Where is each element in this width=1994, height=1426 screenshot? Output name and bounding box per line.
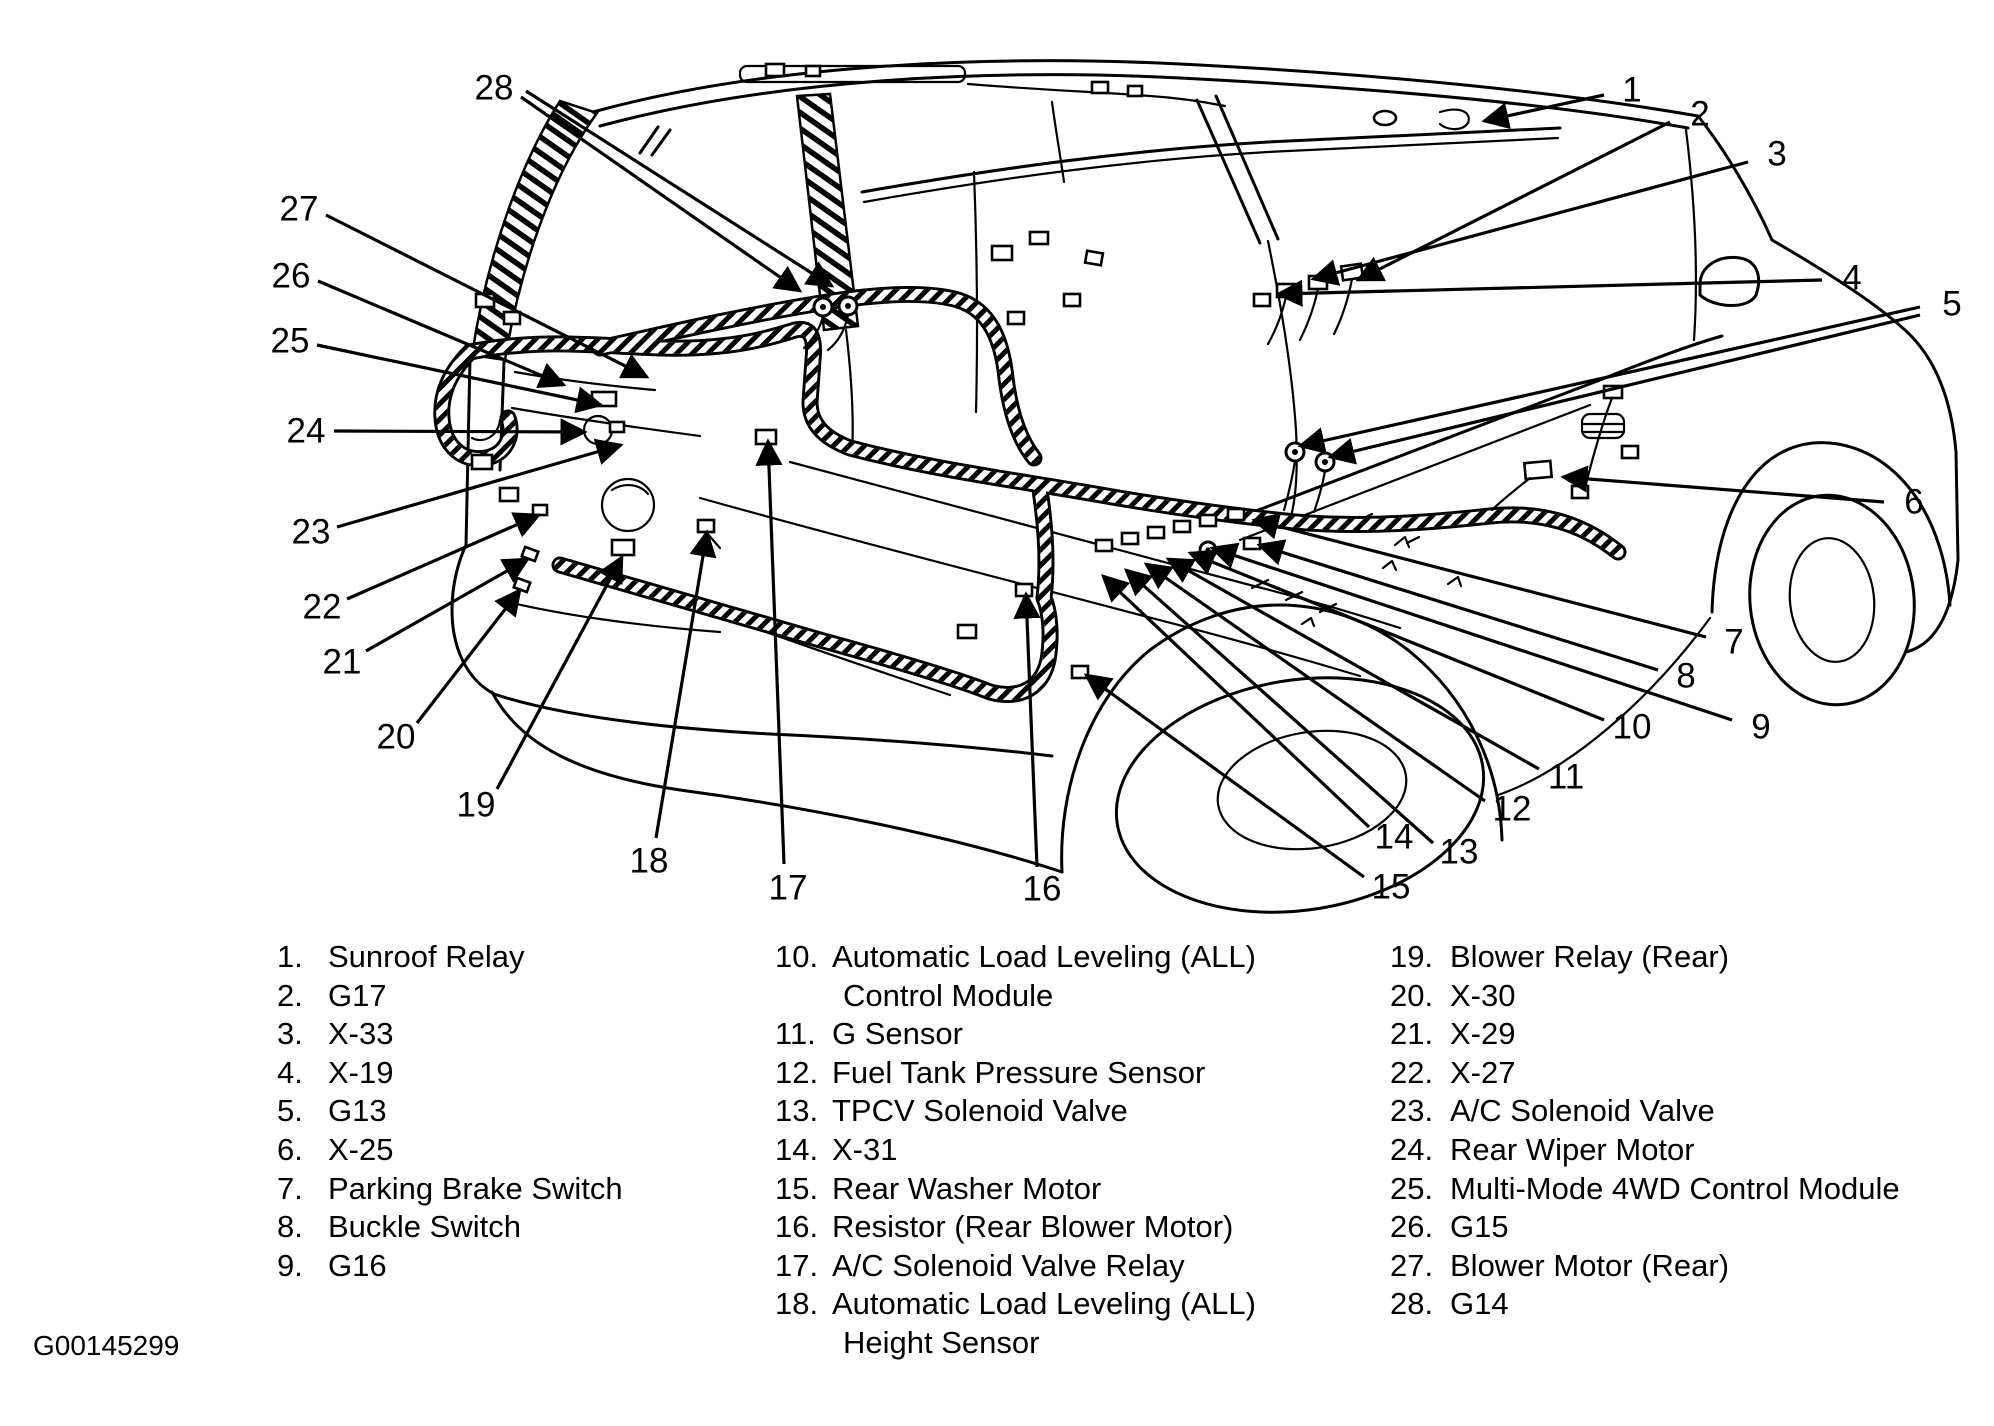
leader-3 [1313,162,1748,279]
legend-item-num: 15. [775,1170,819,1206]
tailgate-connector [504,312,520,324]
legend-item-label: Fuel Tank Pressure Sensor [832,1054,1206,1090]
legend-item-num: 23. [1390,1093,1434,1129]
legend-item-num: 24. [1390,1131,1434,1167]
leader-28b [526,91,832,286]
legend-column-3 [1390,938,1900,1324]
legend-item [1390,977,1900,1016]
legend-item-num: 1. [277,939,303,974]
leader-13 [1126,570,1433,843]
legend-item-num: 13. [775,1093,819,1129]
side-wire [1585,398,1612,488]
leader-9 [1212,548,1732,720]
legend-item-label: Sunroof Relay [328,939,525,974]
callout-8: 8 [1676,656,1696,696]
callout-4: 4 [1842,258,1862,298]
leader-21 [366,559,528,651]
legend-item [1390,1092,1900,1131]
callout-13: 13 [1439,832,1479,872]
leader-11 [1168,559,1539,769]
floor-clips [1302,537,1461,626]
a-pillar [1698,116,1772,240]
legend-item [775,1247,1256,1286]
legend-item-num: 2. [277,977,303,1013]
rear-window-marks [640,127,670,155]
callout-12: 12 [1492,789,1532,829]
legend-item-label: Resistor (Rear Blower Motor) [832,1209,1234,1245]
legend-item [1390,1285,1900,1324]
legend-item-num: 25. [1390,1170,1434,1206]
quarter-window-divider [1052,102,1064,182]
legend-item [775,938,1256,977]
legend-item-label: Blower Motor (Rear) [1450,1247,1730,1283]
x3x-connector [533,505,547,515]
legend-item-label: G13 [328,1093,387,1129]
legend-item [277,1208,623,1247]
legend-item-label: Buckle Switch [328,1209,521,1245]
callout-25: 25 [270,321,310,361]
legend-item [1390,1131,1900,1170]
callout-11: 11 [1547,757,1585,797]
roof-connector [1128,86,1142,96]
callout-14: 14 [1374,817,1414,857]
legend-item-num: 26. [1390,1209,1434,1245]
legend-item-label: X-25 [328,1131,394,1167]
legend-item-num: 17. [775,1247,819,1283]
roof-connector [806,66,820,76]
legend-item-num: 18. [775,1286,819,1322]
legend-item [277,938,623,977]
sunroof-relay-bracket [1440,110,1469,130]
legend-item-num: 9. [277,1247,303,1283]
legend-item [277,977,623,1016]
legend-item-num: 22. [1390,1054,1434,1090]
legend-item [277,1131,623,1170]
callout-17: 17 [768,868,808,908]
legend-item-num: 8. [277,1209,303,1245]
roof-connector [1092,82,1108,93]
x3x-connector [514,578,531,592]
leader-22 [347,515,539,599]
legend-item [277,1092,623,1131]
sliding-door-seam [974,172,977,412]
leader-28a [521,97,800,291]
legend-item-label: Rear Washer Motor [832,1170,1102,1206]
callout-22: 22 [302,587,342,627]
floor-connector [1174,521,1190,532]
leader-14 [1103,576,1369,827]
legend-item-num: 12. [775,1054,819,1090]
legend-item-label: Rear Wiper Motor [1450,1131,1695,1167]
floor-connector [1228,509,1244,520]
legend-item [1390,1170,1900,1209]
legend-column-1 [277,938,623,1285]
leader-5b [1330,315,1920,457]
bumper-connector [958,625,976,638]
rear-blower-motor [602,479,654,531]
front-tire [1739,487,1924,713]
rear-blower-resistor [1016,584,1032,596]
legend-item [775,1054,1256,1093]
b-pillar [1197,96,1278,243]
callout-10: 10 [1612,707,1652,747]
leader-4 [1278,280,1822,294]
legend-item [1390,1054,1900,1093]
leader-7 [1254,520,1706,637]
legend-item-label: A/C Solenoid Valve Relay [832,1247,1185,1283]
roof-edge [593,61,1698,116]
legend-item-num: 16. [775,1209,819,1245]
rear-blower-relay [612,540,634,555]
legend-item-num: 27. [1390,1247,1434,1283]
tailgate-connector [500,488,518,501]
legend-item-num: 28. [1390,1286,1434,1322]
callout-18: 18 [629,841,669,881]
legend-item-label: G14 [1450,1286,1509,1322]
legend-item-num: 20. [1390,977,1434,1013]
legend-item-num: 19. [1390,939,1434,974]
door-connector [992,246,1012,260]
legend-item-label: G Sensor [832,1016,963,1052]
leader-15 [1086,675,1364,877]
x25-lead [1492,478,1530,510]
callout-5: 5 [1942,284,1962,324]
callout-6: 6 [1904,482,1924,522]
callout-19: 19 [456,785,496,825]
legend-item [775,1170,1256,1209]
floor-connector [1096,540,1112,551]
legend-item-label: Multi-Mode 4WD Control Module [1450,1170,1900,1206]
door-connector [1085,251,1103,266]
rear-blower-detail [612,485,648,494]
legend-item [775,1092,1256,1131]
legend-item [775,1208,1256,1247]
legend-item-num: 10. [775,939,819,974]
buckle-switch-connector [1244,538,1260,549]
legend-item-label: X-30 [1450,977,1516,1013]
legend-item-num: 11. [775,1016,816,1052]
mid-pillar-base-seam [846,330,853,455]
legend-item-label: Blower Relay (Rear) [1450,939,1730,974]
floor-connector [1148,527,1164,538]
beltline [862,128,1560,192]
legend-item-label: X-31 [832,1131,898,1167]
legend-item-label: Automatic Load Leveling (ALL) [832,939,1256,974]
legend-item-label: A/C Solenoid Valve [1450,1093,1715,1129]
pillar-connector [1254,294,1270,306]
callout-21: 21 [322,642,362,682]
door-connector [1064,294,1080,306]
legend-item-num: 4. [277,1054,303,1090]
legend-item [277,1247,623,1286]
rear-wiper-motor [584,416,612,444]
front-door-seam [1686,130,1696,340]
legend-item [277,1170,623,1209]
legend-item-label: X-19 [328,1054,394,1090]
callout-27: 27 [279,189,319,229]
roof-connector [766,64,784,76]
legend-item [1390,1247,1900,1286]
leader-6 [1563,477,1884,502]
headliner-connector [1374,111,1396,125]
leader-16 [1026,594,1037,867]
leader-20 [417,590,520,723]
legend-item [1390,1015,1900,1054]
sill-line [1498,618,1710,795]
leader-24 [334,431,585,432]
callout-28: 28 [474,68,514,108]
front-rim [1784,534,1881,666]
rear-wiper-connector [610,422,624,432]
floor-connector [1122,533,1138,544]
legend-item-num: 7. [277,1170,303,1206]
legend-item-label: G17 [328,977,387,1013]
vehicle-outline [452,61,1958,938]
legend-item [775,1285,1256,1324]
figure-code: G00145299 [33,1330,180,1361]
callout-3: 3 [1767,134,1787,174]
legend-item-num: 21. [1390,1016,1434,1052]
rear-bumper-top [452,545,1052,756]
legend-item [1390,1208,1900,1247]
callout-leaders [317,91,1920,877]
callout-9: 9 [1751,707,1771,747]
legend-item [277,1015,623,1054]
leader-5a [1300,307,1920,446]
rocker-crease-upper [1240,336,1722,517]
door-connector [1008,312,1024,324]
x3x-connector [522,547,539,561]
legend-item [277,1054,623,1093]
floor-connector [1200,515,1216,526]
callout-15: 15 [1371,867,1411,907]
legend-item-label: X-27 [1450,1054,1516,1090]
callout-24: 24 [286,411,326,451]
legend-item-wrap: Height Sensor [843,1324,1040,1360]
legend-item-num: 14. [775,1131,819,1167]
tailgate-connector [472,455,492,469]
ac-solenoid-valve-relay [756,430,776,444]
legend-column-2 [775,938,1256,1363]
callout-1: 1 [1622,70,1642,110]
callout-23: 23 [291,512,331,552]
x25-connector [1524,461,1551,479]
legend-item-num: 5. [277,1093,303,1129]
legend-item-label: X-33 [328,1016,394,1052]
legend-item-label: X-29 [1450,1016,1516,1052]
all-height-sensor [698,520,714,532]
beltline-inner [864,138,1558,202]
callout-7: 7 [1724,622,1744,662]
callout-26: 26 [271,256,311,296]
legend-item-wrap: Control Module [843,977,1054,1013]
legend-item [775,1131,1256,1170]
callout-2: 2 [1690,94,1710,134]
legend-item-num: 3. [277,1016,303,1052]
leader-1 [1484,95,1604,121]
legend-item-num: 6. [277,1131,303,1167]
legend-item-label: Automatic Load Leveling (ALL) [832,1286,1256,1322]
leader-26 [318,281,564,385]
callout-20: 20 [376,717,416,757]
rear-tire [1099,652,1500,937]
legend-item-label: Parking Brake Switch [328,1170,623,1206]
legend-item [1390,938,1900,977]
legend-item-label: G15 [1450,1209,1509,1245]
callout-16: 16 [1022,869,1062,909]
legend-item-label: TPCV Solenoid Valve [832,1093,1128,1129]
legend-item-label: G16 [328,1247,387,1283]
door-connector [1030,232,1048,244]
leader-17 [768,441,784,864]
side-connector [1622,446,1638,458]
legend-item [775,1015,1256,1054]
